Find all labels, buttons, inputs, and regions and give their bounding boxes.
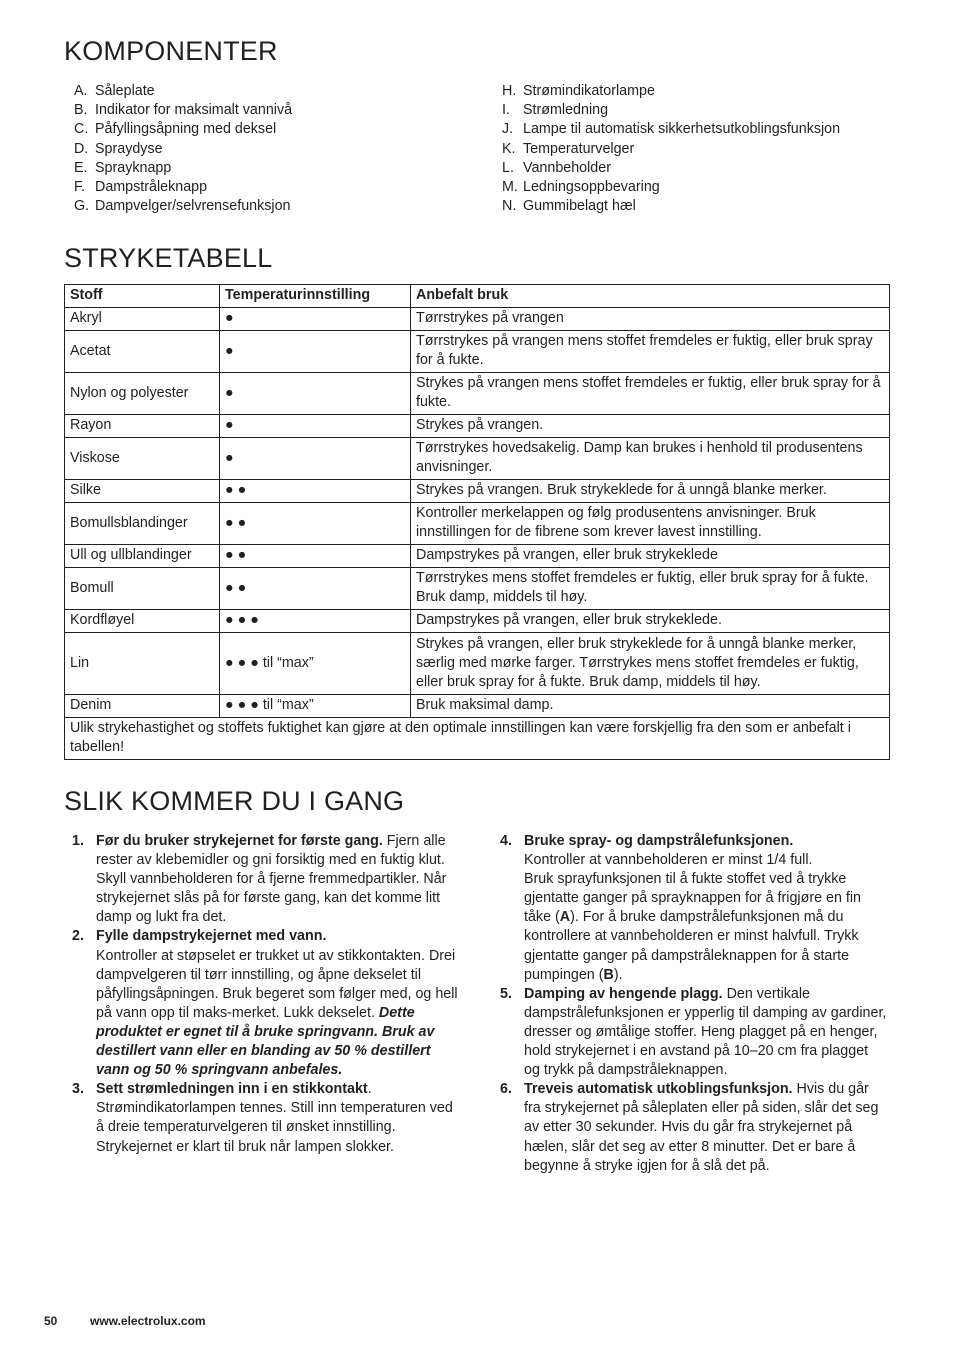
step-number: 4.: [500, 833, 512, 849]
fabric-cell: Lin: [65, 633, 220, 695]
component-item: [492, 197, 892, 216]
component-item: [492, 82, 892, 101]
usage-cell: Dampstrykes på vrangen, eller bruk strykeklede: [411, 545, 890, 568]
component-item: [492, 120, 892, 139]
step-emphasis: Sett strømledningen inn i en stikkontakt: [96, 1081, 368, 1098]
component-label: Gummibelagt hæl: [523, 198, 636, 215]
temperature-cell: ● ● ● til “max”: [220, 633, 411, 695]
section-title-komponenter: KOMPONENTER: [64, 36, 278, 66]
step-number: 1.: [72, 833, 84, 849]
usage-cell: Strykes på vrangen. Bruk strykeklede for å unngå blanke merker.: [411, 480, 890, 503]
step-body: Fjern alle rester av klebemidler og gni forsiktig med en fuktig klut. Skyll vannbeholderen for å fjerne fremmedpartikler. Når strykejernet slås på for første gang, kan det komme litt damp og lukt fra det.: [96, 833, 447, 926]
fabric-cell: Silke: [65, 480, 220, 503]
component-item: [64, 140, 484, 159]
components-list-left: [64, 82, 484, 216]
fabric-cell: Kordfløyel: [65, 610, 220, 633]
usage-cell: Tørrstrykes mens stoffet fremdeles er fuktig, eller bruk spray for å fukte. Bruk damp, middels til høy.: [411, 568, 890, 610]
component-letter: H.: [502, 83, 517, 99]
table-row: [65, 373, 890, 415]
component-letter: I.: [502, 102, 510, 119]
component-item: [64, 159, 484, 178]
component-item: [492, 101, 892, 120]
component-letter: M.: [502, 179, 518, 196]
step-text: [96, 832, 459, 927]
component-item: [64, 101, 484, 120]
fabric-cell: Rayon: [65, 415, 220, 438]
temperature-cell: ●: [220, 331, 411, 373]
table-row: [65, 308, 890, 331]
component-label: Dampvelger/selvrensefunksjon: [95, 198, 291, 215]
step-text: [96, 1080, 459, 1156]
fabric-cell: Bomull: [65, 568, 220, 610]
usage-cell: Strykes på vrangen mens stoffet fremdeles er fuktig, eller bruk spray for å fukte.: [411, 373, 890, 415]
usage-cell: Kontroller merkelappen og følg produsentens anvisninger. Bruk innstillingen for de fibrene som krever lavest innstilling.: [411, 503, 890, 545]
section-title-stryketabell: STRYKETABELL: [64, 243, 273, 273]
component-letter: A.: [74, 83, 88, 99]
table-row: [65, 633, 890, 695]
component-label: Temperaturvelger: [523, 140, 635, 157]
step-text: [524, 1080, 887, 1175]
temperature-cell: ●: [220, 438, 411, 480]
component-item: [492, 140, 892, 159]
component-item: [492, 159, 892, 178]
temperature-cell: ● ● ●: [220, 610, 411, 633]
step-body: Hvis du går fra strykejernet på såleplaten eller på siden, slår det seg av etter 30 sekunder. Hvis du går fra strykejernet på hælen, slår det seg av etter 8 minutter. Det er bare å begynne å stryke igjen for å slå det på.: [524, 1081, 879, 1174]
step-emphasis: Treveis automatisk utkoblingsfunksjon.: [524, 1081, 793, 1098]
table-row: [65, 503, 890, 545]
step-item: [492, 1080, 887, 1175]
step-body: Kontroller at vannbeholderen er minst 1/4 full. Bruk sprayfunksjonen til å fukte stoffet ved å trykke gjentatte ganger på sprayknappen for å frigjøre en fin tåke (: [524, 852, 861, 926]
usage-cell: Strykes på vrangen.: [411, 415, 890, 438]
step-emphasis: B: [603, 966, 614, 983]
table-row: [65, 415, 890, 438]
usage-cell: Strykes på vrangen, eller bruk strykeklede for å unngå blanke merker, særlig med mørke farger. Tørrstrykes mens stoffet fremdeles er fuktig, eller bruk spray for å fukte. Bruk damp, middels til høy.: [411, 633, 890, 695]
temperature-cell: ●: [220, 308, 411, 331]
component-label: Påfyllingsåpning med deksel: [95, 121, 277, 138]
usage-cell: Bruk maksimal damp.: [411, 695, 890, 718]
component-label: Spraydyse: [95, 140, 163, 157]
component-item: [64, 120, 484, 139]
step-text: [524, 832, 887, 985]
fabric-cell: Akryl: [65, 308, 220, 331]
website-url: www.electrolux.com: [90, 1314, 206, 1328]
component-item: [492, 178, 892, 197]
component-label: Ledningsoppbevaring: [523, 179, 660, 196]
usage-cell: Tørrstrykes på vrangen: [411, 308, 890, 331]
step-emphasis: Damping av hengende plagg.: [524, 985, 723, 1002]
table-row: [65, 568, 890, 610]
component-label: Såleplate: [95, 83, 155, 99]
component-label: Dampstråleknapp: [95, 179, 208, 196]
table-row: [65, 331, 890, 373]
component-letter: K.: [502, 140, 516, 157]
usage-cell: Dampstrykes på vrangen, eller bruk strykeklede.: [411, 610, 890, 633]
fabric-cell: Acetat: [65, 331, 220, 373]
step-emphasis: Dette produktet er egnet til å bruke springvann. Bruk av destillert vann eller en blanding av 50 % destillert vann og 50 % springvann anbefales.: [96, 1004, 435, 1079]
page-number: 50: [44, 1314, 58, 1328]
fabric-cell: Nylon og polyester: [65, 373, 220, 415]
fabric-cell: Ull og ullblandinger: [65, 545, 220, 568]
component-label: Indikator for maksimalt vannivå: [95, 102, 293, 119]
temperature-cell: ● ●: [220, 480, 411, 503]
table-note-row: [65, 718, 890, 760]
table-row: [65, 695, 890, 718]
component-label: Lampe til automatisk sikkerhetsutkoblingsfunksjon: [523, 121, 841, 138]
header-fabric: Stoff: [65, 285, 220, 308]
step-text: [96, 927, 459, 1080]
components-list-right: [492, 82, 892, 216]
table-note: Ulik strykehastighet og stoffets fuktighet kan gjøre at den optimale innstillingen kan være forskjellig fra den som er anbefalt i tabellen!: [65, 718, 890, 760]
component-label: Sprayknapp: [95, 159, 172, 176]
step-body: ). For å bruke dampstrålefunksjonen må du kontrollere at vannbeholderen er minst halvfull. Trykk gjentatte ganger på dampstråleknappen for å starte pumpingen (: [524, 909, 859, 983]
table-row: [65, 438, 890, 480]
step-body: ).: [613, 966, 623, 983]
component-item: [64, 197, 484, 216]
step-body: Den vertikale dampstrålefunksjonen er ypperlig til damping av gardiner, dresser og ømtålige stoffer. Heng plagget på en henger, hold strykejernet i en avstand på 10–20 cm fra plagget og trykk på dampstråleknappen.: [524, 985, 887, 1079]
header-usage: Anbefalt bruk: [411, 285, 890, 308]
component-letter: J.: [502, 121, 514, 138]
ironing-table: [64, 284, 890, 760]
step-item: [492, 985, 887, 1080]
steps-list-right: [492, 832, 887, 1176]
step-emphasis: Fylle dampstrykejernet med vann.: [96, 928, 327, 945]
usage-cell: Tørrstrykes hovedsakelig. Damp kan brukes i henhold til produsentens anvisninger.: [411, 438, 890, 480]
fabric-cell: Denim: [65, 695, 220, 718]
component-label: Vannbeholder: [523, 159, 611, 176]
step-number: 5.: [500, 985, 512, 1002]
step-number: 3.: [72, 1081, 84, 1098]
component-letter: E.: [74, 159, 88, 176]
step-item: [64, 1080, 459, 1156]
component-letter: F.: [74, 179, 86, 196]
usage-cell: Tørrstrykes på vrangen mens stoffet fremdeles er fuktig, eller bruk spray for å fukte.: [411, 331, 890, 373]
component-letter: D.: [74, 140, 89, 157]
section-title-slik-kommer-du-i-gang: SLIK KOMMER DU I GANG: [64, 786, 405, 816]
component-letter: N.: [502, 198, 517, 215]
step-text: [524, 985, 887, 1080]
step-emphasis: Før du bruker strykejernet for første gang.: [96, 833, 383, 849]
component-letter: L.: [502, 159, 514, 176]
step-number: 6.: [500, 1081, 512, 1098]
step-item: [492, 832, 887, 985]
temperature-cell: ● ●: [220, 503, 411, 545]
step-body: Kontroller at støpselet er trukket ut av stikkontakten. Drei dampvelgeren til tørr innstilling, og åpne dekselet til påfyllingsåpningen. Bruk begeret som følger med, og hell på vann opp til maks-merket. Lukk dekselet.: [96, 947, 458, 1021]
steps-list-left: [64, 832, 459, 1157]
table-row: [65, 545, 890, 568]
temperature-cell: ●: [220, 415, 411, 438]
component-item: [64, 178, 484, 197]
temperature-cell: ● ● ● til “max”: [220, 695, 411, 718]
step-item: [64, 832, 459, 927]
step-emphasis: Bruke spray- og dampstrålefunksjonen.: [524, 833, 794, 849]
step-number: 2.: [72, 928, 84, 945]
fabric-cell: Bomullsblandinger: [65, 503, 220, 545]
component-label: Strømledning: [523, 102, 609, 119]
component-letter: B.: [74, 102, 88, 119]
step-body: . Strømindikatorlampen tennes. Still inn temperaturen ved å dreie temperaturvelgeren til ønsket innstilling. Strykejernet er klart til bruk når lampen slokker.: [96, 1081, 453, 1155]
component-letter: G.: [74, 198, 90, 215]
component-item: [64, 82, 484, 101]
table-row: [65, 610, 890, 633]
temperature-cell: ● ●: [220, 568, 411, 610]
component-letter: C.: [74, 121, 89, 138]
fabric-cell: Viskose: [65, 438, 220, 480]
temperature-cell: ● ●: [220, 545, 411, 568]
component-label: Strømindikatorlampe: [523, 83, 655, 99]
header-temperature: Temperaturinnstilling: [220, 285, 411, 308]
temperature-cell: ●: [220, 373, 411, 415]
step-emphasis: A: [559, 909, 571, 926]
step-item: [64, 927, 459, 1080]
table-row: [65, 480, 890, 503]
